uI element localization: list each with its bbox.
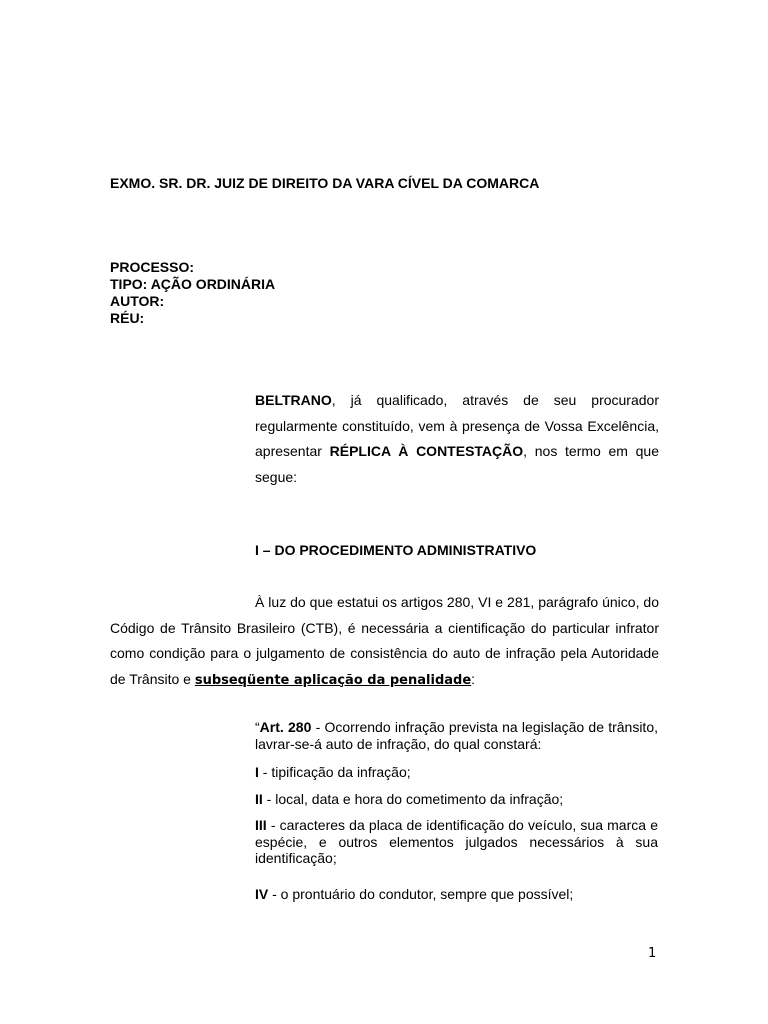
intro-text-a: , já qualificado, através de seu procurador regularmente constituído, vem à presença de Vossa Excelência, apresentar	[255, 392, 659, 459]
quote-article	[255, 719, 658, 752]
court-header: EXMO. SR. DR. JUIZ DE DIREITO DA VARA CÍVEL DA COMARCA	[110, 175, 540, 191]
intro-text-b: , nos termo em que segue:	[255, 443, 660, 485]
section-title: I – DO PROCEDIMENTO ADMINISTRATIVO	[255, 542, 537, 558]
item-number: III	[255, 817, 267, 833]
item-number: IV	[255, 886, 269, 902]
case-tipo: TIPO: AÇÃO ORDINÁRIA	[110, 276, 276, 292]
case-reu: RÉU:	[110, 310, 145, 326]
page-number: 1	[648, 946, 657, 961]
case-autor: AUTOR:	[110, 293, 165, 309]
party-name: BELTRANO	[255, 392, 332, 408]
underlined-text: subseqüente aplicação da penalidade	[194, 672, 472, 688]
item-text: - caracteres da placa de identificação do veículo, sua marca e espécie, e outros elementos julgados necessários à sua identificação;	[255, 817, 658, 866]
quote-item	[255, 791, 658, 808]
quote-item	[255, 817, 658, 867]
paragraph-end: :	[471, 670, 476, 687]
document-title: RÉPLICA À CONTESTAÇÃO	[329, 443, 524, 459]
item-number: I	[255, 764, 259, 780]
item-text: - local, data e hora do cometimento da infração;	[262, 791, 564, 807]
item-text: - o prontuário do condutor, sempre que possível;	[268, 886, 574, 902]
item-text: - tipificação da infração;	[258, 764, 411, 780]
quote-item	[255, 886, 658, 903]
article-label: Art. 280	[259, 719, 312, 735]
case-processo: PROCESSO:	[110, 259, 195, 275]
item-number: II	[255, 791, 263, 807]
quote-open: “	[255, 719, 260, 735]
quote-item	[255, 764, 658, 781]
body-paragraph	[110, 590, 659, 693]
paragraph-text: À luz do que estatui os artigos 280, VI e 281, parágrafo único, do Código de Trânsito Brasileiro (CTB), é necessária a cientificação do particular infrator como condição para o julgamento de consistência do auto de infração pela Autoridade de Trânsito e	[110, 594, 659, 687]
intro-paragraph	[255, 388, 659, 490]
article-text: - Ocorrendo infração prevista na legislação de trânsito, lavrar-se-á auto de infração, do qual constará:	[255, 719, 658, 752]
